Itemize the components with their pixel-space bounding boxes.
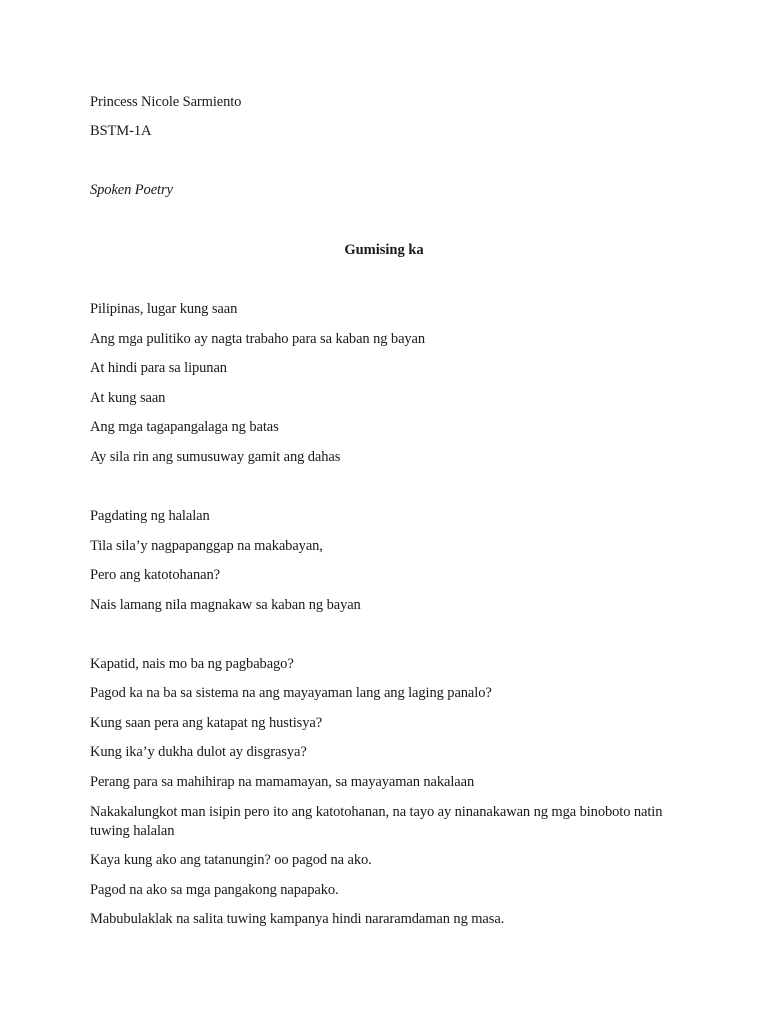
poem-line: Nakakalungkot man isipin pero ito ang katotohanan, na tayo ay ninanakawan ng mga binoboto natin tuwing halalan — [90, 804, 663, 839]
poem-line: Kung saan pera ang katapat ng hustisya? — [90, 715, 323, 731]
poem-title: Gumising ka — [344, 242, 424, 258]
poem-line: Pero ang katotohanan? — [90, 567, 220, 583]
poem-line: Nais lamang nila magnakaw sa kaban ng bayan — [90, 597, 361, 613]
poem-line: Perang para sa mahihirap na mamamayan, sa mayayaman nakalaan — [90, 774, 475, 790]
poem-line: Pagdating ng halalan — [90, 508, 210, 524]
poem-line: Tila sila’y nagpapanggap na makabayan, — [90, 538, 323, 554]
poem-line: Mabubulaklak na salita tuwing kampanya hindi nararamdaman ng masa. — [90, 911, 505, 927]
poem-line: Pilipinas, lugar kung saan — [90, 301, 238, 317]
poem-line: Pagod na ako sa mga pangakong napapako. — [90, 882, 339, 898]
poem-line: Kung ika’y dukha dulot ay disgrasya? — [90, 744, 307, 760]
poem-line: Ang mga pulitiko ay nagta trabaho para sa kaban ng bayan — [90, 331, 426, 347]
poem-line: At kung saan — [90, 390, 166, 406]
poem-line: Kaya kung ako ang tatanungin? oo pagod na ako. — [90, 852, 372, 868]
author-name: Princess Nicole Sarmiento — [90, 94, 242, 110]
poem-line: Pagod ka na ba sa sistema na ang mayayaman lang ang laging panalo? — [90, 685, 492, 701]
poem-line: Kapatid, nais mo ba ng pagbabago? — [90, 656, 294, 672]
section-code: BSTM-1A — [90, 123, 152, 139]
genre-label: Spoken Poetry — [90, 182, 173, 198]
poem-line: Ang mga tagapangalaga ng batas — [90, 419, 279, 435]
poem-line: Ay sila rin ang sumusuway gamit ang dahas — [90, 449, 341, 465]
poem-line: At hindi para sa lipunan — [90, 360, 227, 376]
